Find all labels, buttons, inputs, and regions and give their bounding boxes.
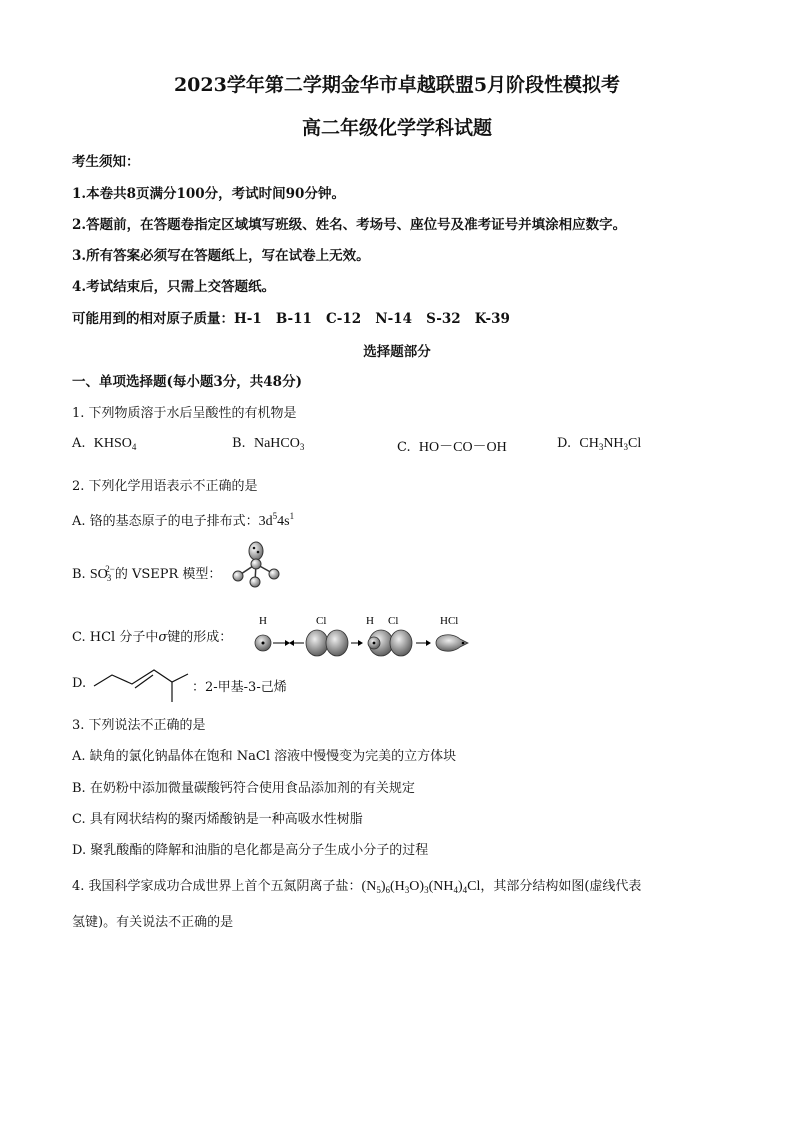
note-item-3: 3.所有答案必须写在答题纸上，写在试卷上无效。 (72, 248, 370, 264)
q4-stem: 4. 我国科学家成功合成世界上首个五氮阴离子盐：$(N_5)_6(H_3O)_3(NH_4)_4Cl$，其部分结构如图(虚线代表 (72, 879, 642, 895)
orbital-label-hcl: HCl (440, 615, 459, 627)
note-item-2: 2.答题前，在答题卷指定区域填写班级、姓名、考场号、座位号及准考证号并填涂相应数字。 (72, 217, 627, 233)
q3-option-b: B. 在奶粉中添加微量碳酸钙符合使用食品添加剂的有关规定 (72, 781, 415, 796)
q3-option-a: A. 缺角的氯化钠晶体在饱和 NaCl 溶液中慢慢变为完美的立方体块 (72, 749, 457, 764)
q2-option-c: C. HCl 分子中σ键的形成： (72, 630, 233, 645)
part-heading: 一、单项选择题(每小题3分，共48分) (72, 374, 302, 390)
orbital-label-cl2: Cl (388, 615, 399, 627)
q1-option-b: B. NaHCO$_3$ (232, 436, 305, 452)
q1-option-d: D. $CH_3NH_3Cl$ (557, 436, 642, 452)
q2-option-d-label: D. (72, 676, 87, 691)
note-item-4: 4.考试结束后，只需上交答题纸。 (72, 279, 276, 295)
section-name: 选择题部分 (363, 344, 431, 360)
orbital-label-cl1: Cl (316, 615, 327, 627)
q1-stem: 1. 下列物质溶于水后呈酸性的有机物是 (72, 406, 297, 421)
hexene-skeletal-formula (92, 660, 192, 704)
orbital-label-h2: H (366, 615, 374, 627)
sigma-bond-formation-diagram (250, 612, 475, 662)
q3-stem: 3. 下列说法不正确的是 (72, 718, 206, 733)
q2-option-b: B. $SO_3^{2-}$的 VSEPR 模型： (72, 564, 222, 583)
exam-subtitle: 高二年级化学学科试题 (301, 117, 492, 139)
note-item-1: 1.本卷共8页满分100分，考试时间90分钟。 (72, 186, 345, 202)
q1-option-a: A. $KHSO_4$ (72, 436, 137, 452)
q3-option-c: C. 具有网状结构的聚丙烯酸钠是一种高吸水性树脂 (72, 812, 363, 827)
notes-heading: 考生须知： (72, 154, 140, 170)
exam-title: 2023学年第二学期金华市卓越联盟5月阶段性模拟考 (173, 74, 621, 96)
vsepr-model-image (228, 540, 288, 588)
orbital-label-h1: H (259, 615, 267, 627)
q2-option-d-text: ：2-甲基-3-己烯 (192, 680, 287, 695)
atomic-masses: 可能用到的相对原子质量：H-1 B-11 C-12 N-14 S-32 K-39 (72, 311, 510, 327)
q4-stem-line2: 氢键)。有关说法不正确的是 (72, 915, 234, 930)
q2-stem: 2. 下列化学用语表示不正确的是 (72, 479, 258, 494)
q3-option-d: D. 聚乳酸酯的降解和油脂的皂化都是高分子生成小分子的过程 (72, 843, 429, 858)
q2-option-a: A. 铬的基态原子的电子排布式：$3d^54s^1$ (72, 511, 295, 529)
q1-option-c: C. HO－CO－OH (397, 440, 507, 455)
